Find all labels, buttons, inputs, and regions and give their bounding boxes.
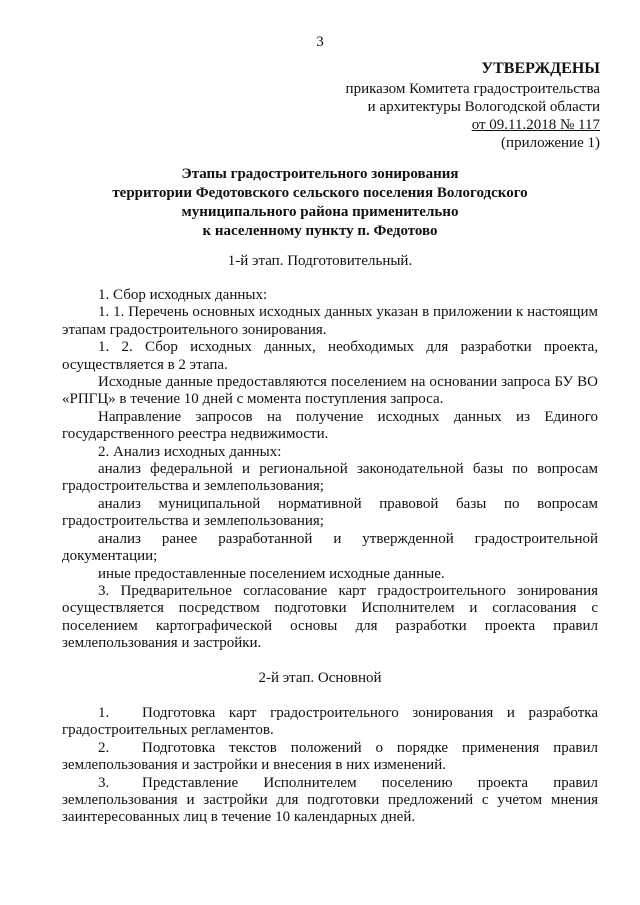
paragraph: 2. Анализ исходных данных: bbox=[98, 443, 282, 460]
item-number: 3. bbox=[98, 774, 110, 791]
paragraph: анализ ранее разработанной и утвержденной градостроительной документации; bbox=[62, 530, 598, 565]
numbered-item bbox=[62, 775, 598, 827]
title-line: Этапы градостроительного зонирования bbox=[181, 166, 459, 182]
item-number: 1. bbox=[98, 705, 110, 721]
paragraph: анализ муниципальной нормативной правовой базы по вопросам градостроительства и землепользования; bbox=[62, 495, 598, 530]
stage2-body bbox=[62, 705, 598, 827]
document-title bbox=[100, 165, 540, 241]
item-text: Подготовка текстов положений о порядке применения правил землепользования и застройки и внесения в них изменений. bbox=[62, 739, 598, 774]
title-line: к населенному пункту п. Федотово bbox=[202, 223, 438, 239]
paragraph: 3. Предварительное согласование карт градостроительного зонирования осуществляется посредством подготовки Исполнителем и согласования с поселением картографической основы для разработки проекта правил землепользования и застройки. bbox=[62, 582, 598, 652]
stage1-body bbox=[62, 287, 598, 653]
paragraph: анализ федеральной и региональной законодательной базы по вопросам градостроительства и землепользования; bbox=[62, 461, 598, 495]
numbered-item bbox=[62, 740, 598, 775]
title-line: территории Федотовского сельского поселения Вологодского bbox=[112, 185, 528, 201]
numbered-item bbox=[62, 705, 598, 740]
item-text: Подготовка карт градостроительного зонирования и разработка градостроительных регламентов. bbox=[62, 705, 598, 739]
approval-line: приказом Комитета градостроительства bbox=[345, 81, 600, 97]
item-number: 2. bbox=[98, 739, 110, 756]
paragraph: Направление запросов на получение исходных данных из Единого государственного реестра недвижимости. bbox=[62, 408, 598, 443]
paragraph: 1. 1. Перечень основных исходных данных указан в приложении к настоящим этапам градостроительного зонирования. bbox=[62, 304, 598, 338]
paragraph: Исходные данные предоставляются поселением на основании запроса БУ ВО «РПГЦ» в течение 10 дней с момента поступления запроса. bbox=[62, 374, 598, 408]
stage1-heading: 1-й этап. Подготовительный. bbox=[227, 253, 413, 269]
title-line: муниципального района применительно bbox=[181, 204, 459, 220]
item-text: Представление Исполнителем поселению проекта правил землепользования и застройки для подготовки предложений с учетом мнения заинтересованных лиц в течение 10 календарных дней. bbox=[62, 774, 598, 826]
stage2-heading: 2-й этап. Основной bbox=[258, 670, 382, 686]
approval-order-ref: от 09.11.2018 № 117 bbox=[471, 117, 600, 133]
paragraph: иные предоставленные поселением исходные данные. bbox=[98, 565, 445, 582]
approval-appendix: (приложение 1) bbox=[501, 135, 600, 151]
paragraph: 1. Сбор исходных данных: bbox=[98, 287, 268, 303]
approval-stamp bbox=[346, 60, 600, 152]
paragraph: 1. 2. Сбор исходных данных, необходимых для разработки проекта, осуществляется в 2 этапа. bbox=[62, 339, 598, 373]
page-number: 3 bbox=[316, 34, 324, 50]
approval-line: и архитектуры Вологодской области bbox=[367, 99, 600, 115]
approval-heading: УТВЕРЖДЕНЫ bbox=[481, 60, 600, 77]
